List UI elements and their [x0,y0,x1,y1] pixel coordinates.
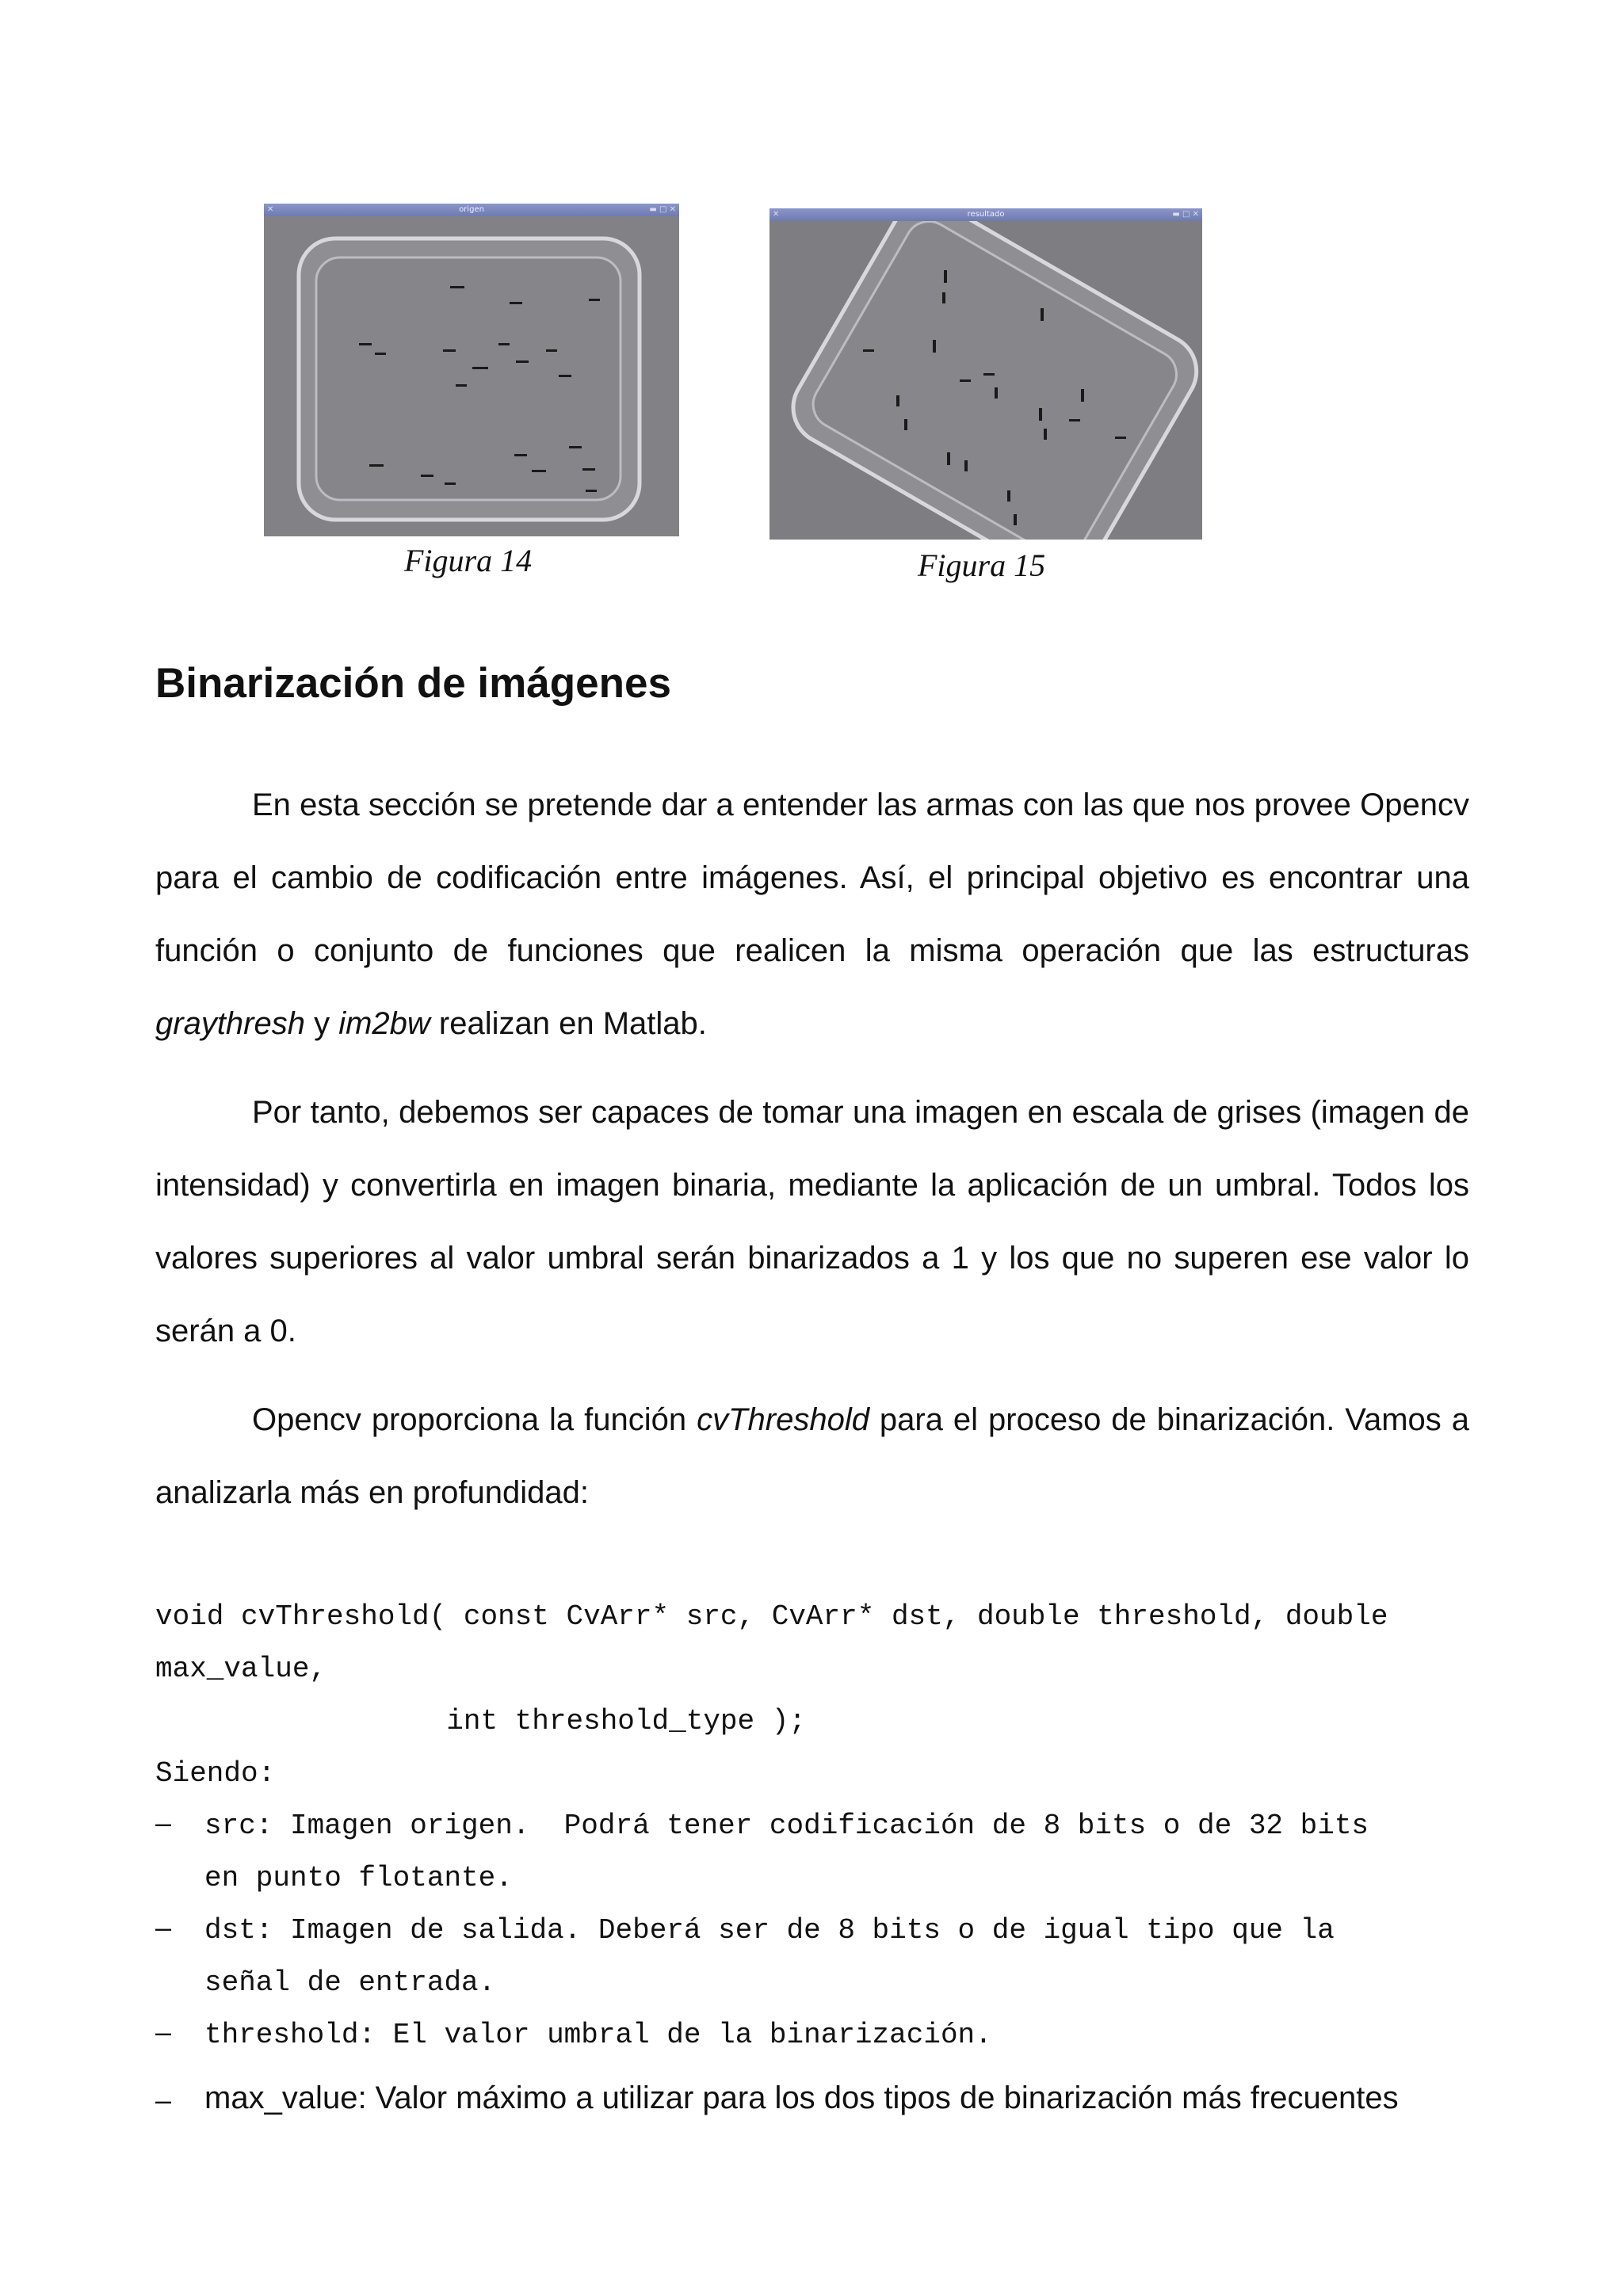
bullet-dash: – [155,2016,172,2048]
figure-14-caption: Figura 14 [404,543,533,578]
code-line-2: max_value, [155,1653,327,1685]
paragraph-1-end: realizan en Matlab. [430,1006,707,1041]
paragraph-2 [155,1076,1469,1367]
window-titlebar [264,204,679,216]
bullet-max-value-text: max_value: Valor máximo a utilizar para los dos tipos de binarización más frecuentes [204,2081,1399,2115]
code-line-4: Siendo: [155,1757,276,1790]
code-line-1: void cvThreshold( const CvArr* src, CvArr* dst, double threshold, double [155,1600,1388,1633]
window-titlebar [769,208,1202,221]
window-title: origen [459,205,484,214]
bullet-dash: – [155,1806,172,1839]
close-icon: ✕ [267,205,274,214]
paragraph-3-end: para el proceso de binarización. Vamos a analizarla más en profundidad: [155,1402,1470,1510]
im2bw-term: im2bw [338,1006,430,1041]
paragraph-1-join: y [304,1006,339,1041]
petri-dish-photo [264,216,679,536]
bullet-dash: – [155,1911,172,1943]
paragraph-3 [155,1383,1469,1529]
paragraph-2-text: Por tanto, debemos ser capaces de tomar una imagen en escala de grises (imagen de intensidad) y convertirla en imagen binaria, mediante la aplicación de un umbral. Todos los valores superiores al valor umbral serán binarizados a 1 y los que no superen ese valor lo serán a 0. [155,1095,1469,1348]
window-controls-icon: ▬ □ ✕ [649,205,676,214]
ant-dish-rotated-image [769,221,1202,540]
bullet-dash: – [155,2084,172,2116]
bullet-src-line-1: src: Imagen origen. Podrá tener codificación de 8 bits o de 32 bits [204,1810,1369,1842]
figure-15-caption: Figura 15 [918,547,1046,583]
paragraph-3-text: Opencv proporciona la función [252,1402,697,1437]
figure-15 [769,208,1202,540]
rotated-dish-photo [769,221,1202,540]
cvthreshold-term: cvThreshold [697,1402,869,1437]
paragraph-1-text: En esta sección se pretende dar a entender las armas con las que nos provee Opencv para el cambio de codificación entre imágenes. Así, el principal objetivo es encontrar una función o conjunto de funciones que realicen la misma operación que las estructuras [155,788,1469,968]
bullet-src-line-2: en punto flotante. [204,1862,513,1894]
window-title: resultado [967,210,1005,219]
code-line-3: int threshold_type ); [155,1705,806,1737]
window-controls-icon: ▬ □ ✕ [1172,210,1199,219]
paragraph-1 [155,769,1469,1060]
bullet-threshold-line: threshold: El valor umbral de la binarización. [204,2019,992,2051]
bullet-dst-line-2: señal de entrada. [204,1966,496,1999]
section-title: Binarización de imágenes [155,660,671,707]
figure-14 [264,204,679,536]
bullet-dst-line-1: dst: Imagen de salida. Deberá ser de 8 bits o de igual tipo que la [204,1914,1335,1947]
graythresh-term: graythresh [155,1006,305,1041]
close-icon: ✕ [773,210,780,219]
ant-dish-image [264,216,679,536]
